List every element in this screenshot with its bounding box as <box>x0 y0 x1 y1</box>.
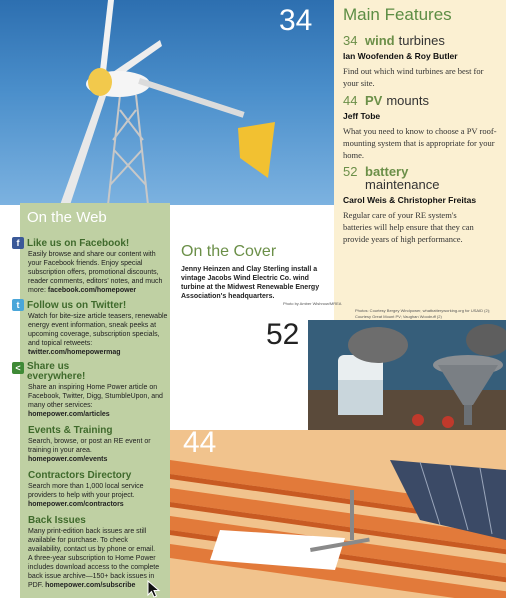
web-item-heading: Like us on Facebook! <box>27 237 130 249</box>
cover-photo-credit: Photo by Amber Wishnow/MREA <box>283 301 342 306</box>
web-item-heading: Share us everywhere! <box>27 361 86 382</box>
feature-rest: mounts <box>386 93 429 108</box>
page-number-52: 52 <box>266 318 300 351</box>
web-item-link[interactable]: twitter.com/homepowermag <box>28 349 121 356</box>
photo-credits: Photos: Courtesy Bergey Windpower, whatbatteryworking.org for USAID (2); Courtesy Great Mount PV; Vaughan Woodruff (2) <box>355 308 491 319</box>
feature-authors: Jeff Tobe <box>343 111 381 121</box>
on-the-web-title: On the Web <box>27 209 107 226</box>
feature-wind[interactable] <box>343 33 501 89</box>
feature-authors: Carol Weis & Christopher Freitas <box>343 195 477 205</box>
feature-authors: Ian Woofenden & Roy Butler <box>343 51 458 61</box>
feature-page: 52 <box>343 164 358 179</box>
feature-page: 34 <box>343 33 358 48</box>
web-item-events[interactable] <box>12 425 170 464</box>
page-number-34: 34 <box>279 4 313 37</box>
share-icon: < <box>12 362 24 374</box>
feature-keyword: wind <box>365 33 395 48</box>
web-item-body: Watch for bite-size article teasers, renewable energy event information, sneak peeks at upcoming coverage, subscription specials, and topical retweets: <box>28 313 168 347</box>
web-item-link[interactable]: homepower.com/contractors <box>28 501 124 508</box>
feature-rest: maintenance <box>365 177 440 192</box>
page-number-44: 44 <box>183 426 217 459</box>
battery-maintenance-photo <box>308 320 506 430</box>
pv-mount-photo <box>170 430 506 598</box>
web-item-heading: Contractors Directory <box>28 470 132 481</box>
mouse-cursor-icon <box>147 580 161 598</box>
feature-rest: turbines <box>398 33 445 48</box>
web-item-link[interactable]: homepower.com/subscribe <box>45 582 136 589</box>
on-the-cover-text: Jenny Heinzen and Clay Sterling install a vintage Jacobs Wind Electric Co. wind turbine at the Midwest Renewable Energy Association's headquarters. <box>181 266 320 300</box>
web-item-body: Many print-edition back issues are still available for purchase. To check availability, contact us by phone or email. A three-year subscription to Home Power includes download access to the complete back issue archive—150+ back issues in PDF. <box>28 528 160 589</box>
feature-desc: What you need to know to choose a PV roof-mounting system that is appropriate for your home. <box>343 126 497 160</box>
web-item-body: Search more than 1,000 local service providers to help with your project. <box>28 483 144 499</box>
on-the-cover-title: On the Cover <box>181 243 277 260</box>
twitter-icon: t <box>12 299 24 311</box>
feature-pv[interactable] <box>343 93 501 161</box>
web-item-heading: Events & Training <box>28 425 113 436</box>
web-item-body: Search, browse, or post an RE event or training in your area. <box>28 438 151 454</box>
web-item-contractors[interactable] <box>12 470 170 509</box>
feature-desc: Regular care of your RE system's batteries will help ensure that they can provide years of high performance. <box>343 210 474 244</box>
web-item-twitter[interactable] <box>12 299 170 357</box>
feature-keyword: battery <box>365 164 409 179</box>
web-item-heading: Back Issues <box>28 515 86 526</box>
web-item-share[interactable] <box>12 362 170 419</box>
web-item-link[interactable]: homepower.com/articles <box>28 411 110 418</box>
web-item-back-issues[interactable] <box>12 515 170 590</box>
feature-keyword: PV <box>365 93 383 108</box>
web-item-body: Easily browse and share our content with your Facebook friends. Enjoy special subscription offers, promotional discounts, reader comments, editors' notes, and much more: <box>28 251 163 294</box>
web-item-link[interactable]: homepower.com/events <box>28 456 108 463</box>
main-features-title: Main Features <box>343 5 452 24</box>
web-item-heading: Follow us on Twitter! <box>27 299 127 311</box>
feature-battery[interactable] <box>343 164 501 245</box>
web-item-facebook[interactable] <box>12 237 170 295</box>
web-item-body: Share an inspiring Home Power article on Facebook, Twitter, Digg, StumbleUpon, and many other services: <box>28 384 163 409</box>
feature-desc: Find out which wind turbines are best for your site. <box>343 66 484 88</box>
web-item-link[interactable]: facebook.com/homepower <box>47 287 137 294</box>
feature-page: 44 <box>343 93 358 108</box>
facebook-icon: f <box>12 237 24 249</box>
